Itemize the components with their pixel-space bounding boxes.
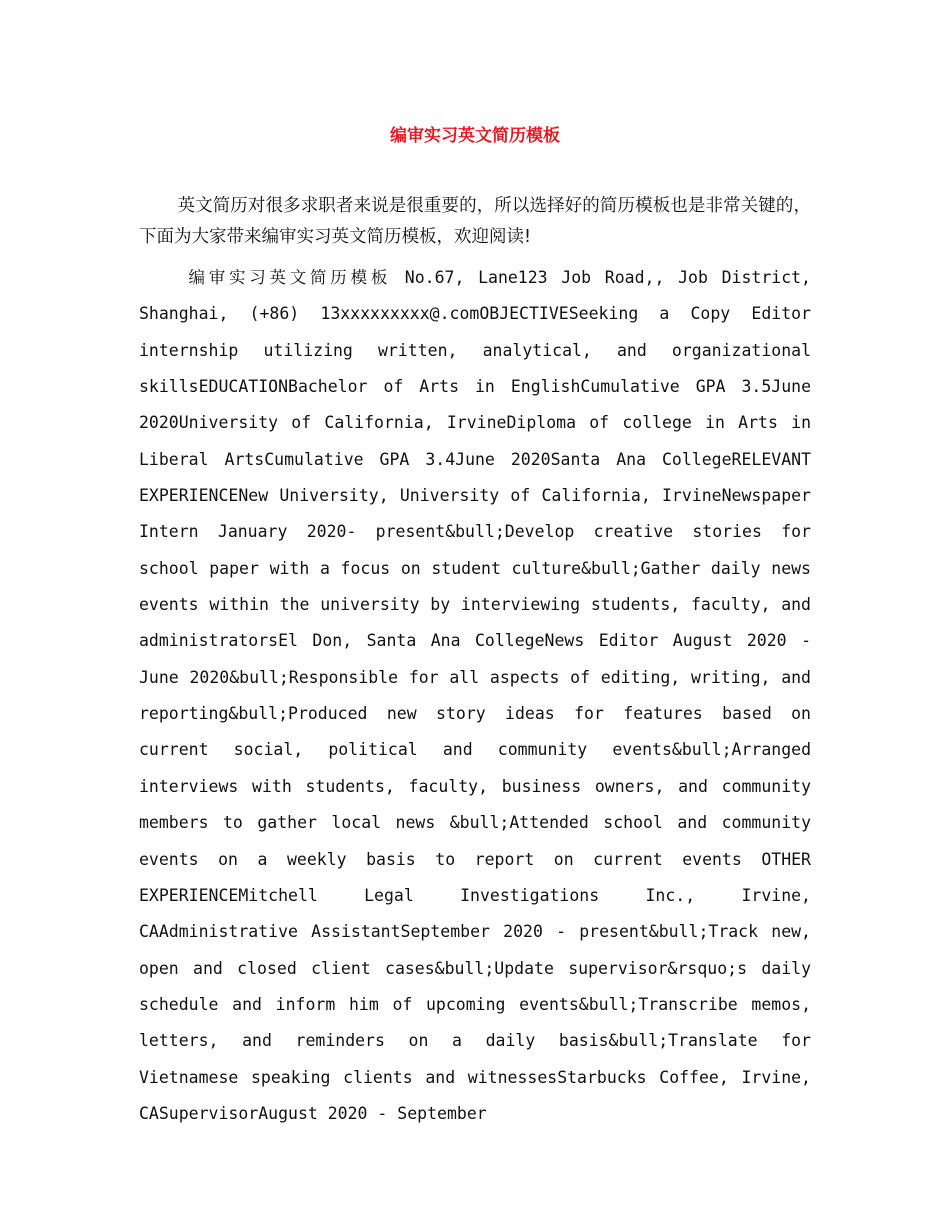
resume-body-paragraph: 编审实习英文简历模板 No.67, Lane123 Job Road,, Job District, Shanghai, (+86) 13xxxxxxxxx@.comOBJECTIVESeeking a Copy Editor internship utilizing written, analytical, and organizational skillsEDUCATIONBachelor of Arts in EnglishCumulative GPA 3.5June 2020University of California, IrvineDiploma of college in Arts in Liberal ArtsCumulative GPA 3.4June 2020Santa Ana CollegeRELEVANT EXPERIENCENew University, University of California, IrvineNewspaper Intern January 2020- present&bull;Develop creative stories for school paper with a focus on student culture&bull;Gather daily news events within the university by interviewing students, faculty, and administratorsEl Don, Santa Ana CollegeNews Editor August 2020 - June 2020&bull;Responsible for all aspects of editing, writing, and reporting&bull;Produced new story ideas for features based on current social, political and community events&bull;Arranged interviews with students, faculty, business owners, and community members to gather local news &bull;Attended school and community events on a weekly basis to report on current events OTHER EXPERIENCEMitchell Legal Investigations Inc., Irvine, CAAdministrative AssistantSeptember 2020 - present&bull;Track new, open and closed client cases&bull;Update supervisor&rsquo;s daily schedule and inform him of upcoming events&bull;Transcribe memos, letters, and reminders on a daily basis&bull;Translate for Vietnamese speaking clients and witnessesStarbucks Coffee, Irvine, CASupervisorAugust 2020 - September bbox=[139, 268, 811, 1123]
intro-paragraph: 英文简历对很多求职者来说是很重要的，所以选择好的简历模板也是非常关键的，下面为大家带来编审实习英文简历模板，欢迎阅读! bbox=[139, 196, 811, 247]
document-title: 编审实习英文简历模板 bbox=[390, 126, 560, 146]
